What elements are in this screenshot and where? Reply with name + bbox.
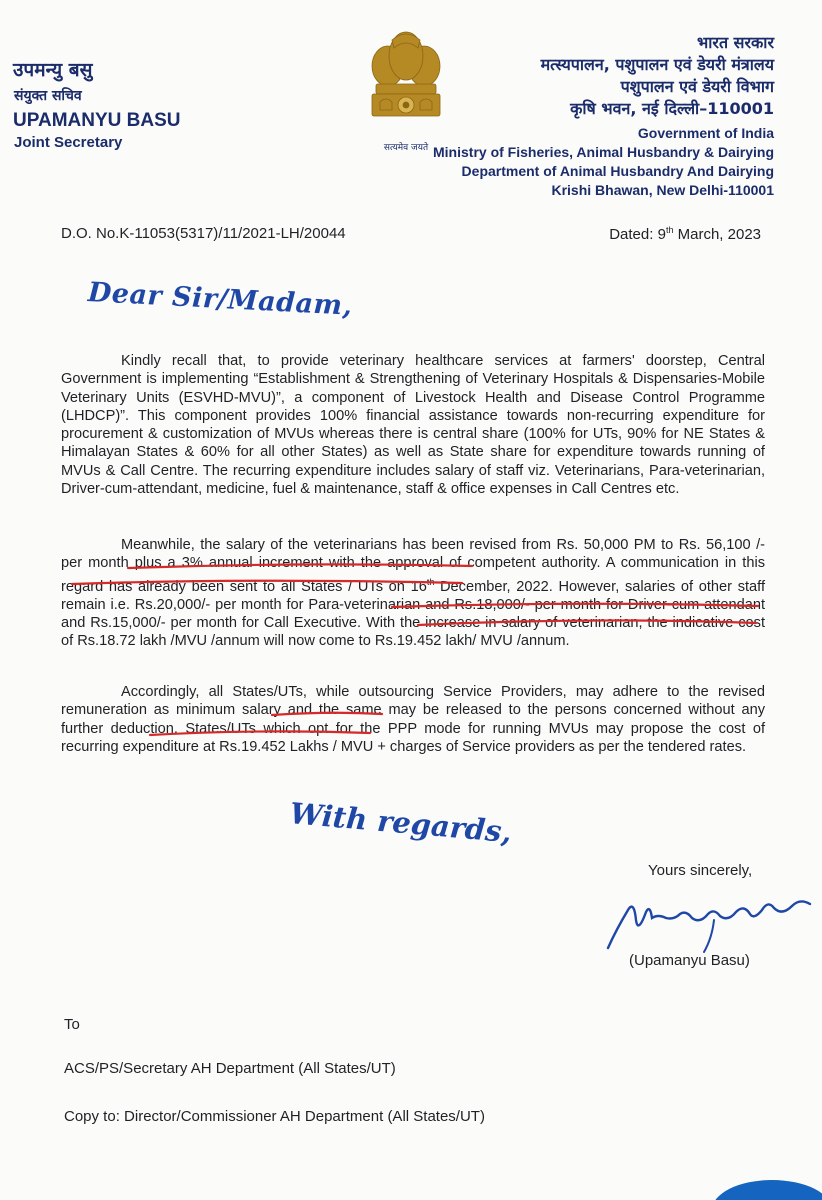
ministry-line4: Krishi Bhawan, New Delhi-110001 [551, 182, 774, 198]
body-paragraph-1: Kindly recall that, to provide veterinary healthcare services at farmers' doorstep, Central Government is implementing “Establishment & Strengthening of Veterinary Hospitals & Dispensaries-Mobile Veterinary Units (ESVHD-MVU)”, a component of Livestock Health and Disease Control Programme (LHDCP)”. This component provides 100% financial assistance towards non-recurring expenditure for procurement & customization of MVUs whereas there is central share (100% for UTs, 90% for NE States & Himalayan States & 60% for all other States) as well as State share for expenditure towards running of MVUs & Call Centre. The recurring expenditure includes salary of staff viz. Veterinarians, Para-veterinarian, Driver-cum-attendant, medicine, fuel & maintenance, staff & office expenses in Call Centres etc. [61, 353, 765, 498]
ministry-header [414, 32, 774, 200]
body-paragraph-2: Meanwhile, the salary of the veterinarians has been revised from Rs. 50,000 PM to Rs. 56,100 /- per month plus a 3% annual increment with the approval of competent authority. A communication in this regard has already been sent to all States / UTs on 16th December, 2022. However, salaries of other staff remain i.e. Rs.20,000/- per month for Para-veterinarian and Rs.18,000/- per month for Driver-cum-attendant and Rs.15,000/- per month for Call Executive. With the increase in salary of veterinarian, the indicative cost of Rs.18.72 lakh /MVU /annum will now come to Rs.19.452 lakh/ MVU /annum. [61, 537, 766, 650]
ministry-line3: Department of Animal Husbandry And Dairying [461, 163, 774, 179]
officer-title-hindi: संयुक्त सचिव [14, 88, 82, 104]
ministry-line1-hindi: भारत सरकार [697, 33, 774, 52]
copy-to: Copy to: Director/Commissioner AH Department (All States/UT) [64, 1108, 485, 1125]
reference-number: D.O. No.K-11053(5317)/11/2021-LH/20044 [61, 225, 346, 242]
body-paragraph-3: Accordingly, all States/UTs, while outsourcing Service Providers, may adhere to the revised remuneration as minimum salary and the same may be released to the persons concerned without any further deduction. States/UTs which opt for the PPP mode for running MVUs may propose the cost of recurring expenditure at Rs.19.452 Lakhs / MVU + charges of Service providers as per the tendered rates. [61, 684, 765, 755]
officer-name: UPAMANYU BASU [13, 110, 181, 131]
signature-icon [604, 890, 814, 960]
letter-date: Dated: 9th March, 2023 [609, 225, 761, 243]
recipient: ACS/PS/Secretary AH Department (All States/UT) [64, 1060, 396, 1077]
sign-off: Yours sincerely, [648, 862, 753, 879]
officer-title: Joint Secretary [14, 134, 123, 151]
closing-remark: With regards, [288, 796, 514, 850]
ministry-line1: Government of India [637, 125, 774, 141]
salutation: Dear Sir/Madam, [87, 277, 354, 322]
officer-name-hindi: उपमन्यु बसु [13, 59, 93, 81]
ministry-line2-hindi: मत्स्यपालन, पशुपालन एवं डेयरी मंत्रालय [540, 55, 774, 74]
ministry-line4-hindi: कृषि भवन, नई दिल्ली–110001 [570, 99, 774, 118]
to-label: To [64, 1016, 80, 1033]
ministry-line2: Ministry of Fisheries, Animal Husbandry & Dairying [433, 144, 774, 160]
emblem-motto: सत्यमेव जयते [383, 143, 429, 153]
ministry-line3-hindi: पशुपालन एवं डेयरी विभाग [620, 77, 774, 96]
signatory-name: (Upamanyu Basu) [629, 952, 750, 969]
corner-decoration [712, 1180, 822, 1200]
